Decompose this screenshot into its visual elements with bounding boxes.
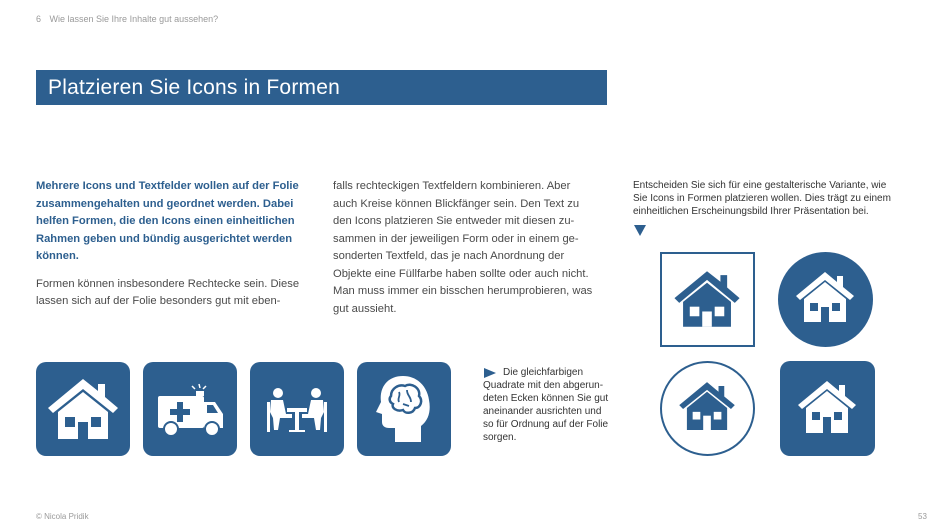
title-bar (36, 70, 607, 105)
page-number: 53 (918, 512, 927, 521)
tile-note: Die gleichfarbigen Quadrate mit den abgerun-deten Ecken können Sie gut aneinander ausrichten und so für Ordnung auf der Folie sorgen. (483, 367, 609, 443)
meeting-icon (250, 362, 344, 456)
lead-paragraph: Mehrere Icons und Textfelder wollen auf der Folie zusammengehalten und geordnet werden. Dabei helfen Formen, die den Icons einen einheitlichen Rahmen geben und bündig ausgerichtet werden können. (36, 180, 299, 262)
chapter-number: 6 (36, 14, 42, 24)
body-paragraph-1: Formen können insbesondere Rechtecke sein. Diese lassen sich auf der Folie besonders gut mit eben- (36, 277, 300, 307)
ambulance-tile (143, 362, 237, 456)
page-title: Platzieren Sie Icons in Formen (48, 76, 340, 99)
chapter-title: Wie lassen Sie Ihre Inhalte gut aussehen? (49, 14, 219, 24)
text-column-1 (36, 178, 306, 311)
house-icon (778, 252, 873, 347)
ambulance-icon (143, 362, 237, 456)
house-in-outlined-square (660, 252, 755, 347)
triangle-down-icon (633, 224, 647, 243)
copyright: © Nicola Pridik (36, 512, 89, 521)
body-paragraph-2: falls rechteckigen Textfeldern kombinieren. Aber auch Kreise können Blickfänger sein. Den Text zu den Icons platzieren Sie entweder mit diesen zu-sammen in der jeweiligen Form oder in einem ge-sonderten Textfeld, das je nach Anordnung der Objekte eine Füllfarbe haben sollte oder auch nicht. Man muss immer ein bisschen herumprobieren, was gut aussieht. (333, 180, 593, 315)
brain-tile (357, 362, 451, 456)
brain-head-icon (357, 362, 451, 456)
house-icon (780, 361, 875, 456)
text-column-2 (333, 178, 595, 318)
variant-note: Entscheiden Sie sich für eine gestalterische Variante, wie Sie Icons in Formen platzieren wollen. Dies trägt zu einem einheitlichen Erscheinungsbild Ihrer Präsentation bei. (633, 180, 891, 217)
meeting-tile (250, 362, 344, 456)
chapter-header (36, 14, 218, 24)
house-in-outlined-circle (660, 361, 755, 456)
house-icon (36, 362, 130, 456)
house-tile (36, 362, 130, 456)
house-icon (662, 363, 753, 454)
house-in-rounded-square (780, 361, 875, 456)
house-icon (662, 254, 753, 345)
house-in-filled-circle (778, 252, 873, 347)
